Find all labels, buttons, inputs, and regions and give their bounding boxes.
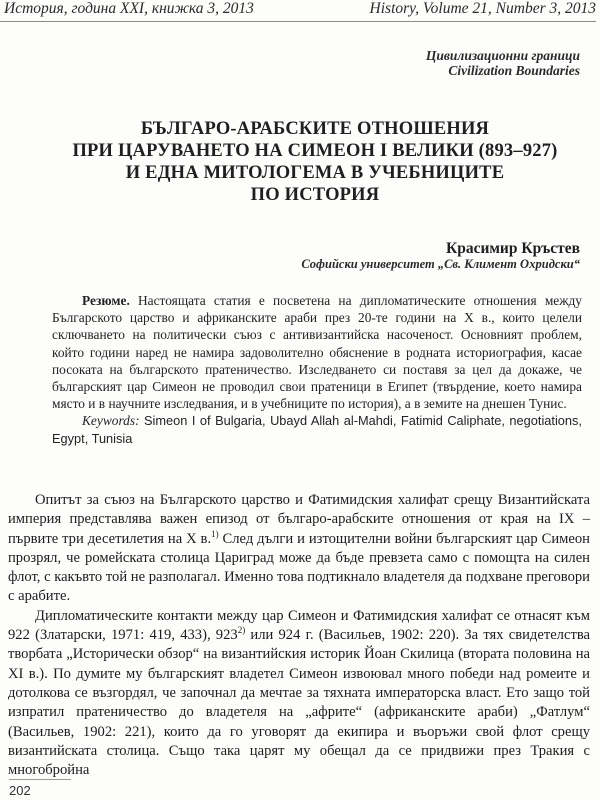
article-title [40,118,590,206]
running-header-en: History, Volume 21, Number 3, 2013 [369,0,596,17]
keywords-label: Keywords: [82,413,140,429]
paragraph-text: Дипломатическите контакти между цар Симеон и Фатимидския халифат се отнасят към 922 (Златарски, 1971: 419, 433), 923 [8,607,590,644]
abstract-label: Резюме. [82,293,130,308]
paragraph-text: или 924 г. (Васильев, 1902: 220). За тях свидетелства творбата „Исторически обзор“ на византийския историк Йоан Скилица (втората половина на XI в.). По думите му българският владетел Симеон извоювал много победи над ромеите и дотолкова се възгордял, че започнал да мечтае за тяхната императорска власт. Ето защо той изпратил пратеничество до владетеля на „африте“ (африканските араби) „Фатлум“ (Васильев, 1902: 221), които да го уговорят да екипира и въоръжи свой флот срещу византийската столица. Също така царят му обещал да се придвижи през Тракия с многобройна [8,627,590,779]
footnote-ref-1[interactable]: 1) [211,528,219,539]
paragraph-text: Опитът за съюз на Българското царство и Фатимидския халифат срещу Византийската империя представлява важен епизод от българо-арабските отношения от края на IX – първите три десетилетия на Х в. [8,492,590,547]
footnote-rule [9,779,71,780]
title-line-2: ПРИ ЦАРУВАНЕТО НА СИМЕОН І ВЕЛИКИ (893–927) [72,141,558,161]
author-name: Красимир Кръстев [445,240,580,257]
footnote-ref-2[interactable]: 2) [237,625,246,636]
abstract-text: Настоящата статия е посветена на дипломатическите отношения между Българското царство и африканските араби през 20-те години на Х в., които целели сключването на политически съюз с антивизантийска насоченост. Основният проблем, който години наред не намира задоволително обяснение в родната историография, касае посоката на българското пратеничество. Изследването си поставя за цел да докаже, че българският цар Симеон не проводил свои пратеници в Египет (твърдение, което намира място и в научните изследвания, и в учебниците по история), а в земите на днешен Тунис. [52,293,582,412]
section-label [426,48,580,78]
running-header-bg: История, година XXI, книжка 3, 2013 [4,0,254,17]
body-paragraph-2 [8,607,590,781]
section-label-bg: Цивилизационни граници [425,48,580,63]
running-header [4,0,596,18]
abstract [52,292,582,447]
title-line-3: И ЕДНА МИТОЛОГЕМА В УЧЕБНИЦИТЕ [125,163,505,183]
article-body [8,491,590,780]
section-label-en: Civilization Boundaries [448,63,580,78]
title-line-1: БЪЛГАРО-АРАБСКИТЕ ОТНОШЕНИЯ [140,119,490,139]
body-paragraph-1 [8,491,590,607]
author-affiliation: Софийски университет „Св. Климент Охридски“ [301,257,580,271]
abstract-paragraph [52,292,582,412]
paragraph-text: След дълги и изтощителни войни българският цар Симеон прозрял, че ромейската столица Цариград може да бъде превзета само с помощта на силен флот, с какъвто той не разполагал. Именно това подтикнало владетеля да подхване преговори с арабите. [8,530,590,605]
keywords-text: Simeon I of Bulgaria, Ubayd Allah al-Mahdi, Fatimid Caliphate, negotiations, Egypt, Tunisia [52,413,582,446]
keywords-paragraph [52,412,582,446]
page-number: 202 [9,783,31,798]
title-line-4: ПО ИСТОРИЯ [250,185,380,205]
header-rule [0,21,596,22]
